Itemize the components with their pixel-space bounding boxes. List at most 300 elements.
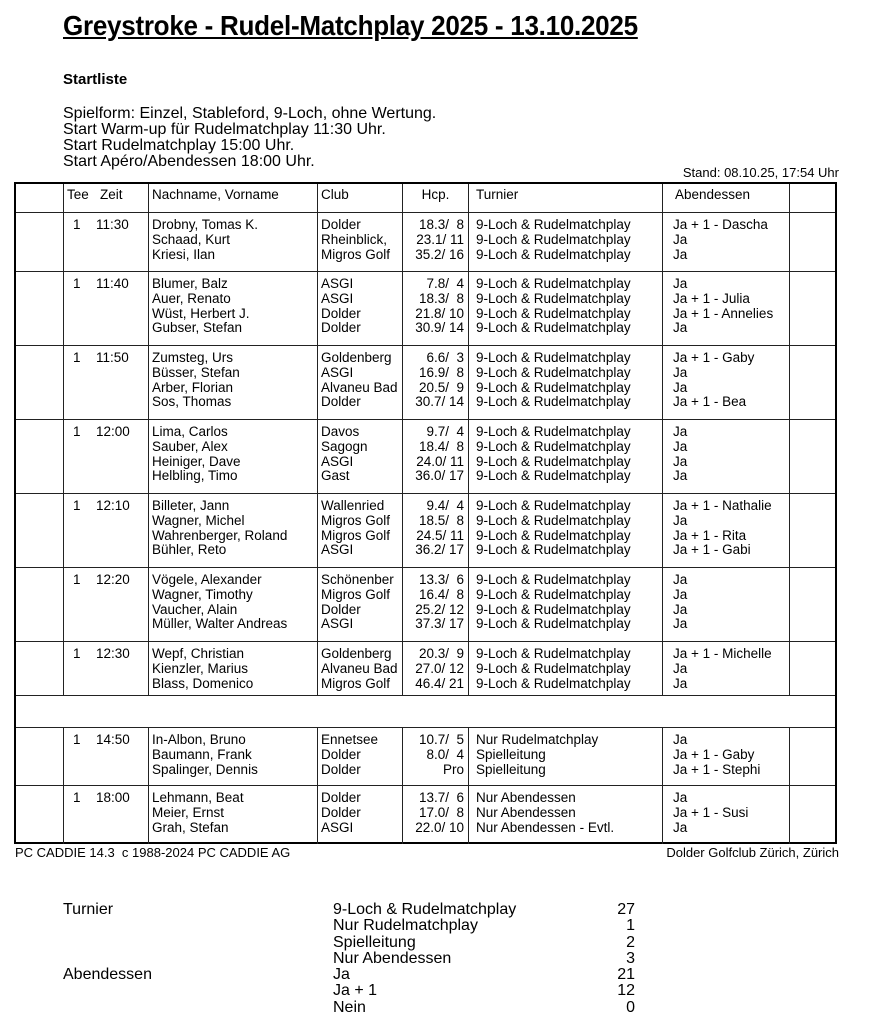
player-name: Sos, Thomas [152,394,232,410]
header-abendessen: Abendessen [662,184,789,212]
player-club: Migros Golf [321,246,391,262]
player-hcp: 7.8/ 4 [426,276,464,291]
info-line: Start Apéro/Abendessen 18:00 Uhr. [63,153,315,170]
abendessen-cell [662,420,789,493]
player-turnier: 9-Loch & Rudelmatchplay [476,276,631,291]
player-club: Migros Golf [321,512,391,528]
summary-block [63,902,663,1016]
player-abendessen: Ja + 1 - Susi [673,804,749,820]
club-cell [317,494,402,567]
tee-number: 1 [73,217,81,232]
tee-time-cell [63,786,148,844]
start-time: 12:00 [96,424,130,439]
summary-value: 2 [626,933,635,951]
header-blank [16,184,63,212]
player-name: Büsser, Stefan [152,364,240,380]
row-blank [16,494,63,567]
club-cell [317,568,402,641]
row-blank [16,568,63,641]
club-cell [317,786,402,844]
hcp-cell [402,642,468,695]
player-club: Migros Golf [321,586,391,602]
header-hcp: Hcp. [402,184,468,212]
tee-number: 1 [73,424,81,439]
player-club: Dolder [321,217,361,232]
header-turnier: Turnier [468,184,662,212]
tee-number: 1 [73,498,81,513]
player-abendessen: Ja [673,320,688,336]
row-extra [789,642,837,695]
summary-value: 3 [626,949,635,967]
player-abendessen: Ja [673,616,688,632]
player-name: Wagner, Timothy [152,586,253,602]
start-time: 18:00 [96,790,130,805]
hcp-cell [402,272,468,345]
player-abendessen: Ja + 1 - Stephi [673,761,761,777]
turnier-cell [468,728,662,785]
player-turnier: 9-Loch & Rudelmatchplay [476,498,631,513]
player-club: Dolder [321,601,361,617]
player-hcp: 18.3/ 8 [418,290,464,306]
footer-club: Dolder Golfclub Zürich, Zürich [666,845,839,860]
summary-category: Abendessen [63,966,152,984]
player-hcp: 10.7/ 5 [418,732,464,747]
player-name: Blumer, Balz [152,276,228,291]
start-time: 11:40 [96,276,129,291]
summary-row [63,951,663,967]
player-hcp: 20.3/ 9 [418,646,464,661]
summary-label: Nein [333,998,366,1016]
player-abendessen: Ja [673,276,688,291]
footer-software: PC CADDIE 14.3 c 1988-2024 PC CADDIE AG [15,845,291,860]
player-hcp: 21.8/ 10 [415,305,464,321]
player-abendessen: Ja + 1 - Annelies [673,305,774,321]
summary-label: Nur Rudelmatchplay [333,917,478,935]
player-hcp: 18.4/ 8 [418,438,464,454]
page-title: Greystroke - Rudel-Matchplay 2025 - 13.10.2025 [63,10,638,41]
player-name: Lehmann, Beat [152,790,244,805]
name-cell [148,346,317,419]
player-abendessen: Ja + 1 - Gaby [673,746,755,762]
name-cell [148,213,317,271]
abendessen-cell [662,728,789,785]
tee-time-cell [63,728,148,785]
player-abendessen: Ja [673,468,688,484]
player-club: Dolder [321,761,361,777]
summary-label: Spielleitung [333,933,416,951]
player-abendessen: Ja [673,819,688,835]
player-turnier: 9-Loch & Rudelmatchplay [476,246,631,262]
player-name: Vögele, Alexander [152,572,262,587]
player-turnier: Spielleitung [476,746,546,762]
player-club: ASGI [321,453,354,469]
player-club: ASGI [321,290,354,306]
timestamp: Stand: 08.10.25, 17:54 Uhr [682,165,839,180]
player-turnier: Nur Abendessen [476,804,576,820]
summary-row [63,918,663,934]
player-hcp: 35.2/ 16 [415,246,464,262]
player-club: Dolder [321,394,361,410]
player-hcp: 9.7/ 4 [426,424,464,439]
player-club: Migros Golf [321,675,391,691]
player-hcp: 24.0/ 11 [416,453,464,469]
summary-row [63,935,663,951]
player-abendessen: Ja [673,231,688,247]
player-club: Davos [321,424,360,439]
player-turnier: 9-Loch & Rudelmatchplay [476,572,631,587]
player-name: Arber, Florian [152,379,234,395]
player-name: Sauber, Alex [152,438,228,454]
summary-label: Nur Abendessen [333,949,452,967]
player-club: Dolder [321,790,361,805]
club-cell [317,642,402,695]
abendessen-cell [662,346,789,419]
player-abendessen: Ja [673,660,688,676]
player-name: Wepf, Christian [152,646,245,661]
player-abendessen: Ja + 1 - Gabi [673,542,751,558]
player-club: Rheinblick, [321,231,388,247]
club-cell [317,346,402,419]
tee-number: 1 [73,572,81,587]
player-abendessen: Ja + 1 - Michelle [673,646,772,661]
tee-number: 1 [73,350,81,365]
player-abendessen: Ja + 1 - Gaby [673,350,755,365]
tee-time-cell [63,272,148,345]
player-turnier: 9-Loch & Rudelmatchplay [476,601,631,617]
player-name: Müller, Walter Andreas [152,616,288,632]
player-name: Drobny, Tomas K. [152,217,259,232]
club-cell [317,420,402,493]
player-abendessen: Ja [673,601,688,617]
summary-row [63,902,663,918]
table-row [16,786,835,844]
tee-number: 1 [73,276,81,291]
name-cell [148,642,317,695]
table-row [16,728,835,786]
player-name: Gubser, Stefan [152,320,243,336]
summary-value: 0 [626,998,635,1016]
player-name: Baumann, Frank [152,746,252,762]
start-time: 11:30 [96,217,129,232]
row-extra [789,213,837,271]
player-name: Kriesi, Ilan [152,246,216,262]
player-name: Blass, Domenico [152,675,254,691]
tee-time-cell [63,568,148,641]
player-club: Alvaneu Bad [321,379,398,395]
tee-number: 1 [73,790,81,805]
summary-value: 21 [617,966,635,984]
player-name: Grah, Stefan [152,819,229,835]
player-turnier: Nur Abendessen - Evtl. [476,819,615,835]
player-turnier: Nur Abendessen [476,790,576,805]
player-turnier: 9-Loch & Rudelmatchplay [476,350,631,365]
player-hcp: 30.9/ 14 [415,320,464,336]
tee-time-cell [63,213,148,271]
summary-value: 1 [626,917,635,935]
start-time: 12:20 [96,572,130,587]
player-club: Sagogn [321,438,368,454]
player-abendessen: Ja [673,453,688,469]
name-cell [148,494,317,567]
turnier-cell [468,420,662,493]
abendessen-cell [662,494,789,567]
row-blank [16,420,63,493]
player-abendessen: Ja [673,379,688,395]
player-turnier: 9-Loch & Rudelmatchplay [476,646,631,661]
player-name: Lima, Carlos [152,424,228,439]
player-club: ASGI [321,542,354,558]
spacer-row [16,696,835,728]
start-time: 11:50 [96,350,129,365]
player-hcp: 16.4/ 8 [418,586,464,602]
player-name: Auer, Renato [152,290,231,306]
name-cell [148,786,317,844]
player-turnier: 9-Loch & Rudelmatchplay [476,364,631,380]
table-row [16,420,835,494]
player-hcp: 6.6/ 3 [426,350,464,365]
player-hcp: 8.0/ 4 [426,746,464,762]
start-time: 12:10 [96,498,130,513]
start-time: 14:50 [96,732,130,747]
table-header-row [16,184,835,213]
player-hcp: 22.0/ 10 [415,819,464,835]
player-abendessen: Ja + 1 - Dascha [673,217,768,232]
row-extra [789,728,837,785]
start-list-table [14,182,837,844]
row-extra [789,346,837,419]
hcp-cell [402,728,468,785]
player-turnier: 9-Loch & Rudelmatchplay [476,512,631,528]
player-turnier: 9-Loch & Rudelmatchplay [476,424,631,439]
player-abendessen: Ja [673,675,688,691]
player-name: Schaad, Kurt [152,231,231,247]
player-turnier: 9-Loch & Rudelmatchplay [476,468,631,484]
row-extra [789,786,837,844]
player-club: Goldenberg [321,646,392,661]
player-club: Goldenberg [321,350,392,365]
player-club: Dolder [321,305,361,321]
header-tee-zeit: Tee Zeit [63,184,148,212]
player-name: In-Albon, Bruno [152,732,246,747]
tee-time-cell [63,420,148,493]
table-row [16,568,835,642]
player-club: Ennetsee [321,732,379,747]
summary-row [63,967,663,983]
info-line: Spielform: Einzel, Stableford, 9-Loch, ohne Wertung. [63,105,437,122]
summary-row [63,983,663,999]
turnier-cell [468,346,662,419]
player-turnier: 9-Loch & Rudelmatchplay [476,586,631,602]
player-name: Billeter, Jann [152,498,230,513]
player-name: Kienzler, Marius [152,660,249,676]
tee-number: 1 [73,732,81,747]
player-turnier: 9-Loch & Rudelmatchplay [476,394,631,410]
player-abendessen: Ja [673,572,688,587]
player-abendessen: Ja [673,364,688,380]
player-club: ASGI [321,364,354,380]
player-abendessen: Ja + 1 - Bea [673,394,747,410]
turnier-cell [468,786,662,844]
name-cell [148,420,317,493]
summary-label: 9-Loch & Rudelmatchplay [333,901,517,918]
summary-value: 27 [617,901,635,918]
info-line: Start Warm-up für Rudelmatchplay 11:30 Uhr. [63,121,386,138]
header-name: Nachname, Vorname [148,184,317,212]
player-club: ASGI [321,616,354,632]
player-hcp: 30.7/ 14 [415,394,464,410]
player-hcp: 13.3/ 6 [418,572,464,587]
player-hcp: 18.3/ 8 [418,217,464,232]
player-name: Zumsteg, Urs [152,350,234,365]
player-hcp: 23.1/ 11 [416,231,464,247]
player-club: Dolder [321,320,361,336]
player-turnier: 9-Loch & Rudelmatchplay [476,290,631,306]
hcp-cell [402,786,468,844]
player-name: Meier, Ernst [152,804,225,820]
player-turnier: 9-Loch & Rudelmatchplay [476,305,631,321]
row-blank [16,272,63,345]
summary-label: Ja [333,966,350,984]
player-turnier: 9-Loch & Rudelmatchplay [476,527,631,543]
tee-time-cell [63,642,148,695]
player-turnier: Nur Rudelmatchplay [476,732,599,747]
row-blank [16,728,63,785]
player-turnier: 9-Loch & Rudelmatchplay [476,542,631,558]
table-row [16,272,835,346]
row-blank [16,346,63,419]
player-club: Dolder [321,804,361,820]
player-abendessen: Ja + 1 - Rita [673,527,747,543]
player-hcp: 13.7/ 6 [418,790,464,805]
player-hcp: Pro [442,761,464,777]
player-turnier: 9-Loch & Rudelmatchplay [476,616,631,632]
turnier-cell [468,642,662,695]
hcp-cell [402,213,468,271]
row-extra [789,494,837,567]
table-row [16,213,835,272]
turnier-cell [468,213,662,271]
player-turnier: 9-Loch & Rudelmatchplay [476,438,631,454]
abendessen-cell [662,272,789,345]
club-cell [317,728,402,785]
player-hcp: 24.5/ 11 [416,527,464,543]
player-hcp: 25.2/ 12 [415,601,464,617]
player-abendessen: Ja + 1 - Nathalie [673,498,772,513]
player-abendessen: Ja [673,586,688,602]
table-row [16,346,835,420]
hcp-cell [402,346,468,419]
turnier-cell [468,272,662,345]
abendessen-cell [662,642,789,695]
row-blank [16,786,63,844]
player-name: Helbling, Timo [152,468,238,484]
player-hcp: 16.9/ 8 [418,364,464,380]
player-abendessen: Ja [673,438,688,454]
player-name: Spalinger, Dennis [152,761,258,777]
summary-category: Turnier [63,901,114,918]
row-blank [16,213,63,271]
table-row [16,642,835,696]
player-abendessen: Ja [673,512,688,528]
player-name: Bühler, Reto [152,542,227,558]
player-abendessen: Ja [673,246,688,262]
tee-number: 1 [73,646,81,661]
club-cell [317,272,402,345]
player-hcp: 18.5/ 8 [418,512,464,528]
row-extra [789,272,837,345]
tee-time-cell [63,494,148,567]
hcp-cell [402,494,468,567]
name-cell [148,568,317,641]
header-club: Club [317,184,402,212]
info-block [63,106,436,170]
player-hcp: 9.4/ 4 [426,498,464,513]
player-abendessen: Ja [673,424,688,439]
player-hcp: 36.2/ 17 [415,542,464,558]
turnier-cell [468,568,662,641]
summary-value: 12 [617,982,635,1000]
player-turnier: Spielleitung [476,761,546,777]
summary-row [63,1000,663,1016]
abendessen-cell [662,213,789,271]
player-club: ASGI [321,819,354,835]
info-line: Start Rudelmatchplay 15:00 Uhr. [63,137,295,154]
player-hcp: 37.3/ 17 [415,616,464,632]
player-turnier: 9-Loch & Rudelmatchplay [476,379,631,395]
player-turnier: 9-Loch & Rudelmatchplay [476,675,631,691]
player-club: Alvaneu Bad [321,660,398,676]
club-cell [317,213,402,271]
player-turnier: 9-Loch & Rudelmatchplay [476,660,631,676]
player-name: Vaucher, Alain [152,601,238,617]
name-cell [148,728,317,785]
tee-time-cell [63,346,148,419]
abendessen-cell [662,786,789,844]
player-name: Wahrenberger, Roland [152,527,288,543]
header-extra [789,184,837,212]
abendessen-cell [662,568,789,641]
player-name: Wagner, Michel [152,512,245,528]
player-club: Dolder [321,746,361,762]
player-name: Wüst, Herbert J. [152,305,250,321]
player-club: Migros Golf [321,527,391,543]
table-row [16,494,835,568]
hcp-cell [402,420,468,493]
player-abendessen: Ja [673,790,688,805]
start-time: 12:30 [96,646,130,661]
summary-label: Ja + 1 [333,982,378,1000]
turnier-cell [468,494,662,567]
player-club: Wallenried [321,498,385,513]
player-turnier: 9-Loch & Rudelmatchplay [476,217,631,232]
player-turnier: 9-Loch & Rudelmatchplay [476,453,631,469]
player-turnier: 9-Loch & Rudelmatchplay [476,231,631,247]
player-hcp: 20.5/ 9 [418,379,464,395]
player-hcp: 27.0/ 12 [415,660,464,676]
player-club: ASGI [321,276,354,291]
row-blank [16,642,63,695]
player-hcp: 46.4/ 21 [415,675,464,691]
player-abendessen: Ja + 1 - Julia [673,290,750,306]
player-club: Gast [321,468,350,484]
name-cell [148,272,317,345]
hcp-cell [402,568,468,641]
section-title: Startliste [63,71,128,88]
player-name: Heiniger, Dave [152,453,241,469]
row-extra [789,420,837,493]
player-club: Schönenber [321,572,394,587]
row-extra [789,568,837,641]
